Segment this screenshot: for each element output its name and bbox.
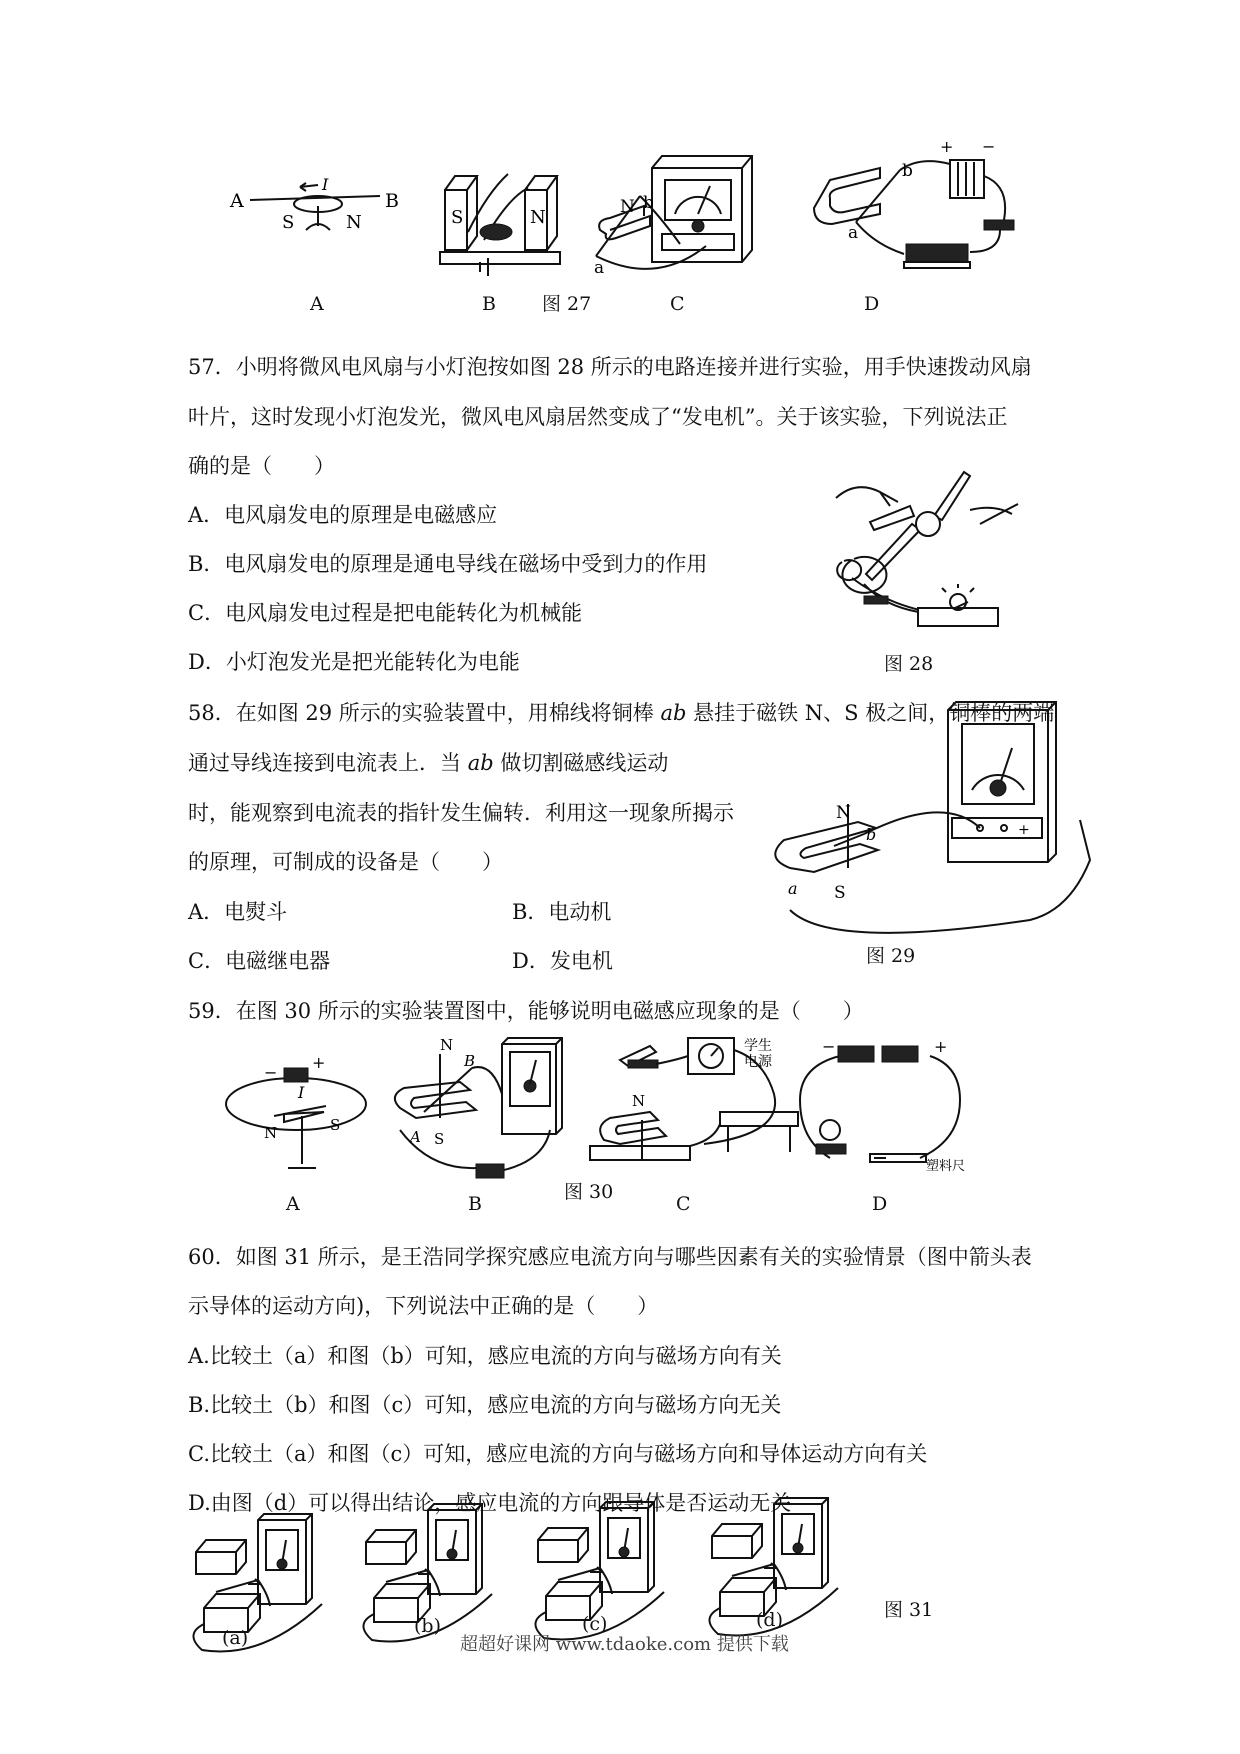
q58-option-C: C．电磁继电器 xyxy=(188,949,331,973)
fig31-label-a: (a) xyxy=(222,1627,249,1649)
rod-ab-symbol: ab xyxy=(467,751,494,775)
fig27-label-D: D xyxy=(864,293,880,315)
fig27-a-label-N: N xyxy=(346,212,362,233)
q57-option-D: D．小灯泡发光是把光能转化为电能 xyxy=(188,650,520,674)
fig27c-label-N: N xyxy=(620,197,635,217)
fig29-plus-terminal: + xyxy=(1018,822,1030,838)
fig30b-label-N: N xyxy=(440,1036,454,1054)
fig27c-label-b: b xyxy=(643,193,654,213)
fig27-d-plus: + xyxy=(940,137,954,156)
fig30-caption: 图 30 xyxy=(564,1181,614,1203)
fig27-a-label-S: S xyxy=(282,212,295,233)
fig31-experiment-a xyxy=(193,1514,322,1652)
fig30a-label-S: S xyxy=(330,1116,341,1134)
fig31-four-experiments-diagram xyxy=(0,0,1,1)
fig30-label-D: D xyxy=(872,1193,888,1215)
q60-option-D: D.由图（d）可以得出结论，感应电流的方向跟导体是否运动无关 xyxy=(188,1491,792,1515)
fig29-label-a: a xyxy=(788,879,798,898)
page-footer: 超超好课网 www.tdaoke.com 提供下载 xyxy=(460,1634,789,1655)
q60-option-C: C.比较土（a）和图（c）可知，感应电流的方向与磁场方向和导体运动方向有关 xyxy=(188,1442,928,1466)
fig27d-label-a: a xyxy=(848,223,859,243)
fig30-label-A: A xyxy=(286,1193,300,1215)
q58-stem-line-3: 时，能观察到电流表的指针发生偏转．利用这一现象所揭示 xyxy=(188,801,734,825)
fig27-label-C: C xyxy=(670,293,685,315)
fig27-b-label-S: S xyxy=(451,207,464,228)
q58-line1-text: 58．在如图 29 所示的实验装置中，用棉线将铜棒 ab 悬挂于磁铁 N、S 极之间，铜棒的两端 xyxy=(188,701,1055,725)
fig30d-ruler-label: 塑料尺 xyxy=(926,1159,966,1174)
q57-option-A: A．电风扇发电的原理是电磁感应 xyxy=(188,503,498,527)
q58-line2-text: 通过导线连接到电流表上．当 ab 做切割磁感线运动 xyxy=(188,751,669,775)
fig29-label-b: b xyxy=(866,825,877,844)
rod-ab-symbol: ab xyxy=(660,701,687,725)
fig30d-plus: + xyxy=(934,1037,948,1056)
q58-option-A: A．电熨斗 xyxy=(188,900,288,924)
fig30b-label-A: A xyxy=(410,1128,421,1146)
q60-option-B: B.比较土（b）和图（c）可知，感应电流的方向与磁场方向无关 xyxy=(188,1393,782,1417)
fig30a-plus: + xyxy=(312,1053,326,1072)
fig30-label-B: B xyxy=(468,1193,482,1215)
fig30a-label-I: I xyxy=(298,1083,305,1102)
fig30a-label-N: N xyxy=(264,1124,278,1142)
fig29-label-S: S xyxy=(834,883,846,903)
q60-stem-line-2: 示导体的运动方向)，下列说法中正确的是（ ） xyxy=(188,1294,659,1318)
fig27d-label-b: b xyxy=(902,161,913,181)
fig27-b-label-N: N xyxy=(530,207,546,228)
fig27-d-minus: − xyxy=(982,137,996,156)
q60-option-A: A.比较土（a）和图（b）可知，感应电流的方向与磁场方向有关 xyxy=(188,1344,782,1368)
q58-option-D: D．发电机 xyxy=(512,949,613,973)
fig30b-label-S: S xyxy=(434,1130,445,1148)
fig30a-minus: − xyxy=(264,1063,278,1082)
fig27-caption: 图 27 xyxy=(542,293,592,315)
fig30b-label-B: B xyxy=(464,1052,476,1070)
fig27-label-A: A xyxy=(310,293,324,315)
q57-option-C: C．电风扇发电过程是把电能转化为机械能 xyxy=(188,601,583,625)
fig27-a-label-I: I xyxy=(322,175,329,194)
q58-stem-line-2 xyxy=(188,748,668,778)
fig30c-power-label-1: 学生 xyxy=(744,1038,772,1054)
fig30c-label-N: N xyxy=(632,1092,646,1110)
fig31-label-c: (c) xyxy=(582,1613,608,1635)
q60-stem-line-1: 60．如图 31 所示，是王浩同学探究感应电流方向与哪些因素有关的实验情景（图中箭头表 xyxy=(188,1245,1032,1269)
fig30-label-C: C xyxy=(676,1193,691,1215)
q58-stem-line-1 xyxy=(188,698,1054,728)
fig31-label-b: (b) xyxy=(414,1615,441,1637)
fig29-label-N: N xyxy=(836,803,851,823)
q57-stem-line-1: 57．小明将微风电风扇与小灯泡按如图 28 所示的电路连接并进行实验，用手快速拨动风扇 xyxy=(188,355,1032,379)
q58-option-B: B．电动机 xyxy=(512,900,612,924)
q58-stem-line-4: 的原理，可制成的设备是（ ） xyxy=(188,850,503,874)
q59-stem: 59．在图 30 所示的实验装置图中，能够说明电磁感应现象的是（ ） xyxy=(188,999,864,1023)
fig27-label-B: B xyxy=(482,293,496,315)
fig31-caption: 图 31 xyxy=(884,1599,934,1621)
fig29-caption: 图 29 xyxy=(866,945,916,967)
fig27-a-label-B: B xyxy=(385,190,399,212)
q57-stem-line-3: 确的是（ ） xyxy=(188,454,335,478)
q57-option-B: B．电风扇发电的原理是通电导线在磁场中受到力的作用 xyxy=(188,552,708,576)
fig30c-power-label-2: 电源 xyxy=(744,1054,772,1070)
fig27-a-label-A: A xyxy=(230,190,244,212)
q57-stem-line-2: 叶片，这时发现小灯泡发光，微风电风扇居然变成了“发电机”。关于该实验，下列说法正 xyxy=(188,405,1008,429)
fig31-label-d: (d) xyxy=(756,1609,783,1631)
fig28-caption: 图 28 xyxy=(884,653,934,675)
fig27c-label-a: a xyxy=(594,258,605,278)
fig30d-minus: − xyxy=(822,1037,836,1056)
